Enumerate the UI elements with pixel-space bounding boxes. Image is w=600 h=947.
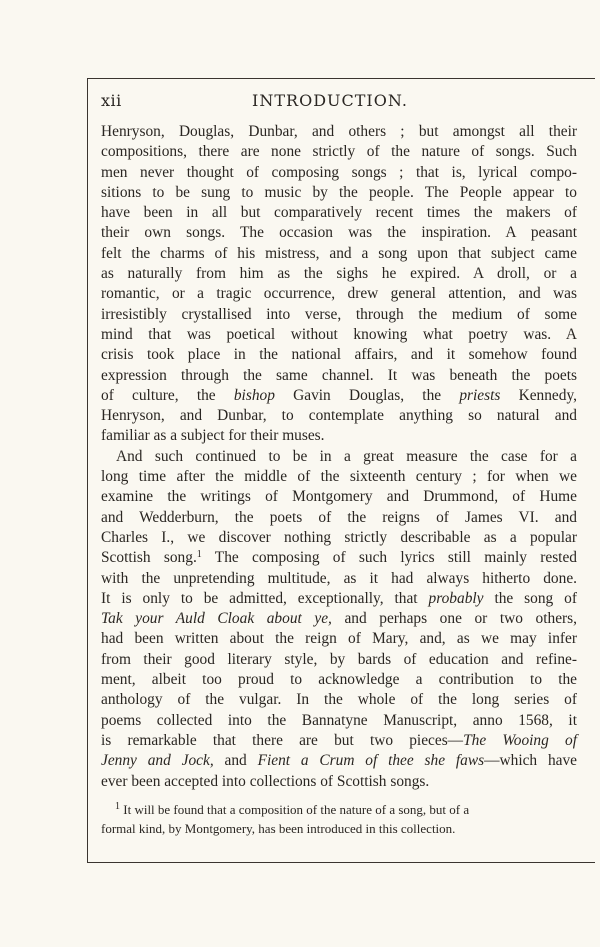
text-line: of culture, the bishop Gavin Douglas, the priests Kennedy,	[101, 386, 577, 404]
footnote-reference[interactable]: 1	[196, 549, 202, 561]
running-title: INTRODUCTION.	[252, 91, 408, 110]
text-line: ever been accepted into collections of Scottish songs.	[101, 772, 430, 790]
text-line: mind that was poetical without knowing what poetry was. A	[101, 325, 577, 343]
text-line: anthology of the vulgar. In the whole of the long series of	[101, 691, 577, 709]
text-line: Jenny and Jock, and Fient a Crum of thee she faws—which have	[101, 752, 578, 770]
footnote-line: formal kind, by Montgomery, has been introduced in this collection.	[101, 820, 456, 836]
italic-probably: probably	[428, 589, 484, 607]
text-line: examine the writings of Montgomery and Drummond, of Hume	[101, 488, 577, 506]
text-line: expression through the same channel. It was beneath the poets	[101, 366, 577, 384]
song-title-jenny-and-jock: Jenny and Jock,	[101, 752, 214, 770]
text-line: have been in all but comparatively recent times the makers of	[101, 204, 577, 222]
text-line: poems collected into the Bannatyne Manuscript, anno 1568, it	[101, 711, 577, 729]
song-title-tak-your-auld-cloak: Tak your Auld Cloak about ye,	[101, 610, 332, 628]
text-line: And such continued to be in a great measure the case for a	[116, 447, 577, 465]
text-line: had been written about the reign of Mary, and, as we may infer	[101, 630, 577, 648]
italic-priests: priests	[459, 386, 501, 404]
text-line: familiar as a subject for their muses.	[101, 427, 325, 445]
italic-bishop: bishop	[233, 386, 275, 404]
song-title-wooing-of: The Wooing of	[463, 731, 577, 749]
text-line: Scottish song.$^1$ The composing of such lyrics still mainly rested	[101, 549, 577, 567]
text-line: irresistibly crystallised into verse, through the medium of some	[101, 305, 577, 323]
text-line: is remarkable that there are but two pieces—The Wooing of	[101, 731, 577, 749]
text-line: sitions to be sung to music by the people. The People appear to	[101, 183, 577, 201]
text-line: felt the charms of his mistress, and a song upon that subject came	[101, 244, 577, 262]
text-line: Charles I., we discover nothing strictly describable as a popular	[101, 528, 577, 546]
text-line: long time after the middle of the sixteenth century ; for when we	[101, 468, 577, 486]
footnote	[101, 801, 559, 838]
text-line: as naturally from him as the sighs he expired. A droll, or a	[101, 265, 577, 283]
text-line: It is only to be admitted, exceptionally, that probably the song of	[101, 589, 577, 607]
text-line: men never thought of composing songs ; that is, lyrical compo-	[101, 163, 577, 181]
song-title-fient-a-crum: Fient a Crum of thee she faws	[257, 752, 485, 770]
main-text	[101, 122, 577, 792]
text-line: compositions, there are none strictly of the nature of songs. Such	[101, 143, 577, 161]
text-line: Henryson, Douglas, Dunbar, and others ; but amongst all their	[101, 123, 577, 140]
page-number: xii	[101, 91, 122, 110]
text-line: ment, albeit too proud to acknowledge a contribution to the	[101, 671, 577, 689]
text-line: from their good literary style, by bards of education and refine-	[101, 650, 577, 668]
footnote-marker: 1	[115, 801, 120, 812]
running-header	[101, 91, 559, 113]
footnote-line: $^1$ It will be found that a composition of the nature of a song, but of a	[115, 801, 470, 817]
text-line: their own songs. The occasion was the inspiration. A peasant	[101, 224, 577, 242]
text-line: with the unpretending multitude, as it had always hitherto done.	[101, 569, 577, 587]
text-line: and Wedderburn, the poets of the reigns of James VI. and	[101, 508, 577, 526]
text-line: romantic, or a tragic occurrence, drew general attention, and was	[101, 285, 577, 303]
text-line: crisis took place in the national affairs, and it somehow found	[101, 346, 577, 364]
text-line: Henryson, and Dunbar, to contemplate anything so natural and	[101, 407, 577, 425]
text-line: Tak your Auld Cloak about ye, and perhaps one or two others,	[101, 610, 577, 628]
